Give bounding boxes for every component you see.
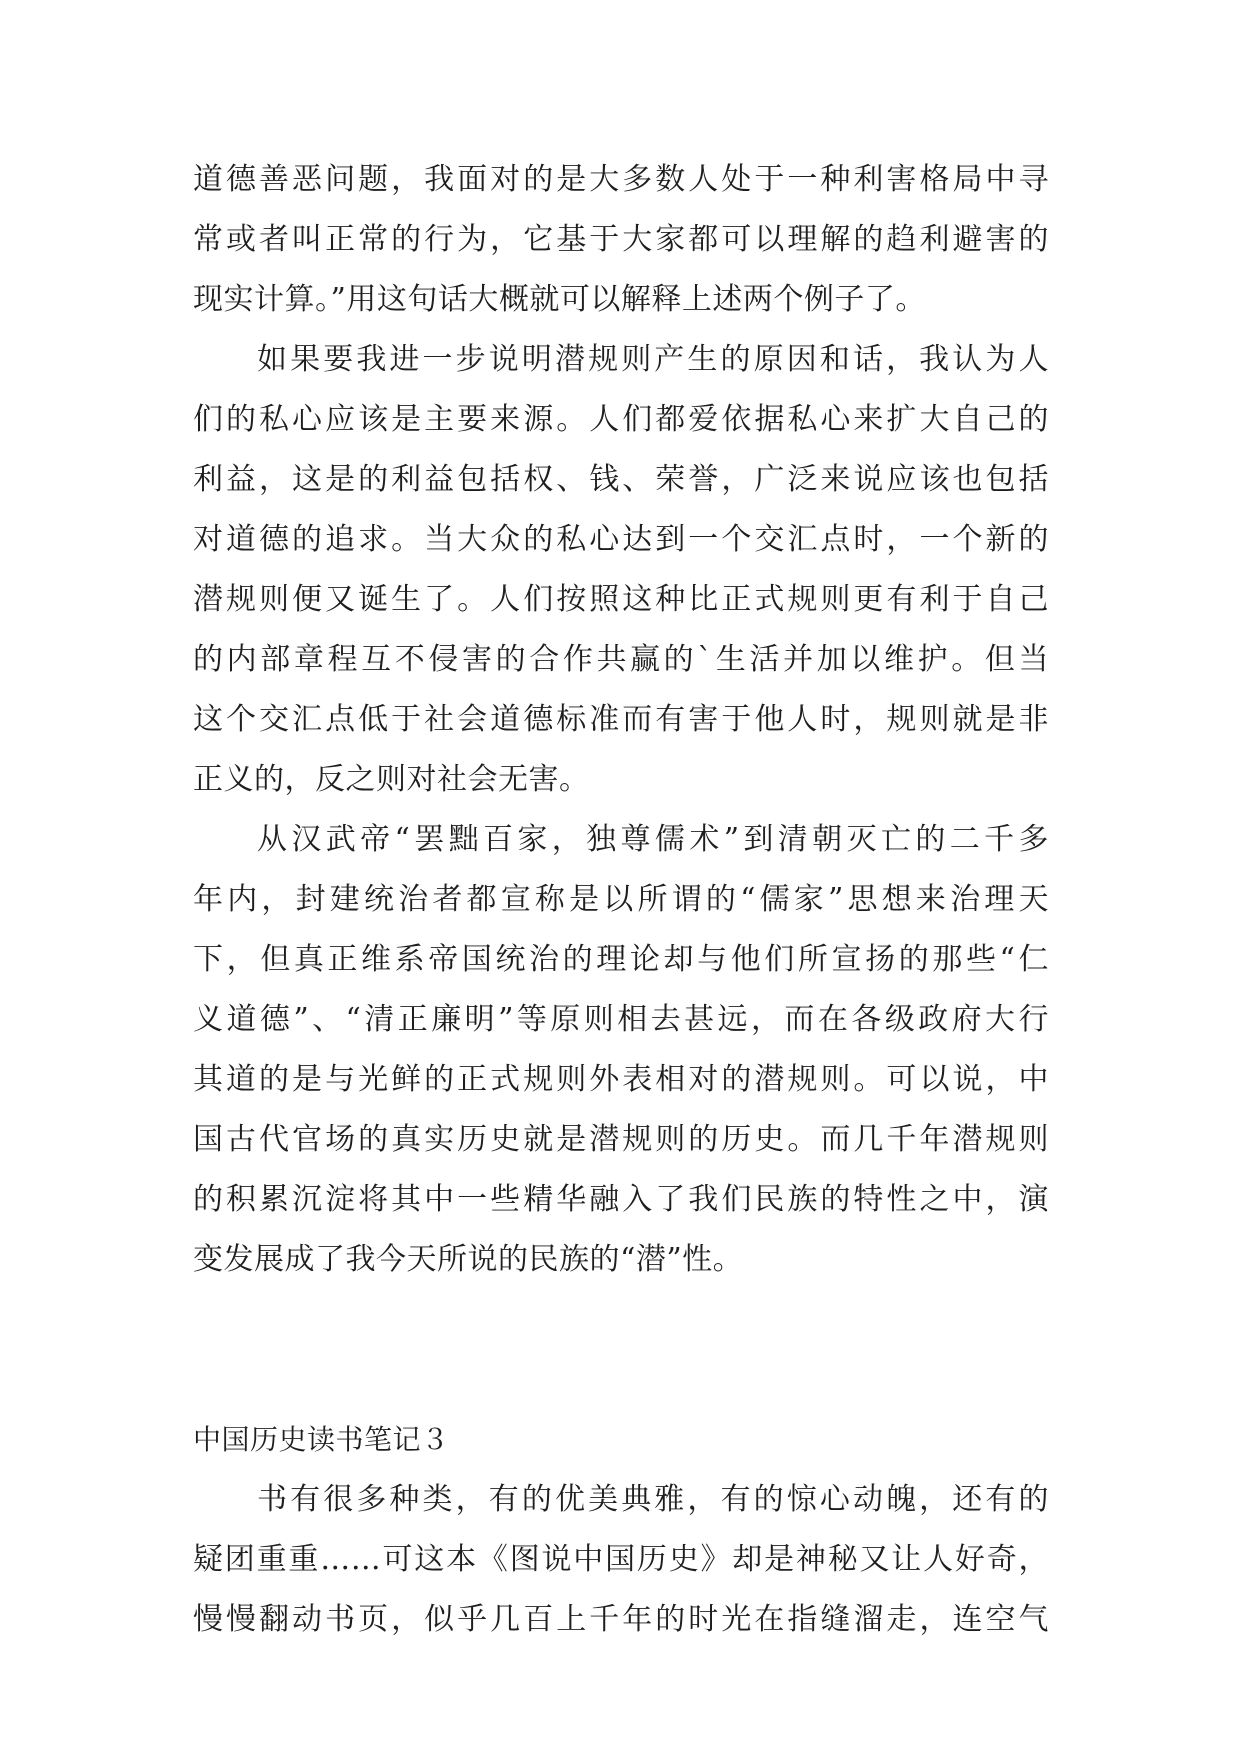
section-gap — [193, 1290, 1049, 1410]
text-line: 对道德的追求。当大众的私心达到一个交汇点时，一个新的 — [193, 522, 1049, 557]
text-line: 的积累沉淀将其中一些精华融入了我们民族的特性之中，演 — [193, 1182, 1049, 1217]
text-line: 常或者叫正常的行为，它基于大家都可以理解的趋利避害的 — [193, 222, 1049, 257]
text-line: 正义的，反之则对社会无害。 — [193, 762, 590, 797]
text-line: 道德善恶问题，我面对的是大多数人处于一种利害格局中寻 — [193, 162, 1049, 197]
text-line: 慢慢翻动书页，似乎几百上千年的时光在指缝溜走，连空气 — [193, 1602, 1049, 1637]
text-line: 义道德”、“清正廉明”等原则相去甚远，而在各级政府大行 — [193, 1002, 1049, 1037]
text-line: 变发展成了我今天所说的民族的“潜”性。 — [193, 1242, 744, 1277]
text-line: 这个交汇点低于社会道德标准而有害于他人时，规则就是非 — [193, 702, 1049, 737]
text-line: 如果要我进一步说明潜规则产生的原因和话，我认为人 — [257, 342, 1049, 377]
text-line: 潜规则便又诞生了。人们按照这种比正式规则更有利于自己 — [193, 582, 1049, 617]
text-line: 从汉武帝“罢黜百家，独尊儒术”到清朝灭亡的二千多 — [257, 822, 1049, 857]
text-line: 疑团重重……可这本《图说中国历史》却是神秘又让人好奇， — [193, 1542, 1049, 1577]
text-line: 国古代官场的真实历史就是潜规则的历史。而几千年潜规则 — [193, 1122, 1049, 1157]
text-line: 利益，这是的利益包括权、钱、荣誉，广泛来说应该也包括 — [193, 462, 1049, 497]
paragraph-2 — [193, 330, 1049, 810]
text-line: 的内部章程互不侵害的合作共赢的`生活并加以维护。但当 — [193, 642, 1049, 677]
document-page — [193, 150, 1049, 1650]
paragraph-1 — [193, 150, 1049, 330]
text-line: 年内，封建统治者都宣称是以所谓的“儒家”思想来治理天 — [193, 882, 1049, 917]
text-line: 们的私心应该是主要来源。人们都爱依据私心来扩大自己的 — [193, 402, 1049, 437]
text-line: 现实计算。”用这句话大概就可以解释上述两个例子了。 — [193, 282, 926, 317]
paragraph-3 — [193, 810, 1049, 1290]
paragraph-4 — [193, 1470, 1049, 1650]
section-heading: 中国历史读书笔记３ — [193, 1423, 450, 1456]
text-line: 其道的是与光鲜的正式规则外表相对的潜规则。可以说，中 — [193, 1062, 1049, 1097]
text-line: 下，但真正维系帝国统治的理论却与他们所宣扬的那些“仁 — [193, 942, 1049, 977]
text-line: 书有很多种类，有的优美典雅，有的惊心动魄，还有的 — [257, 1482, 1049, 1517]
